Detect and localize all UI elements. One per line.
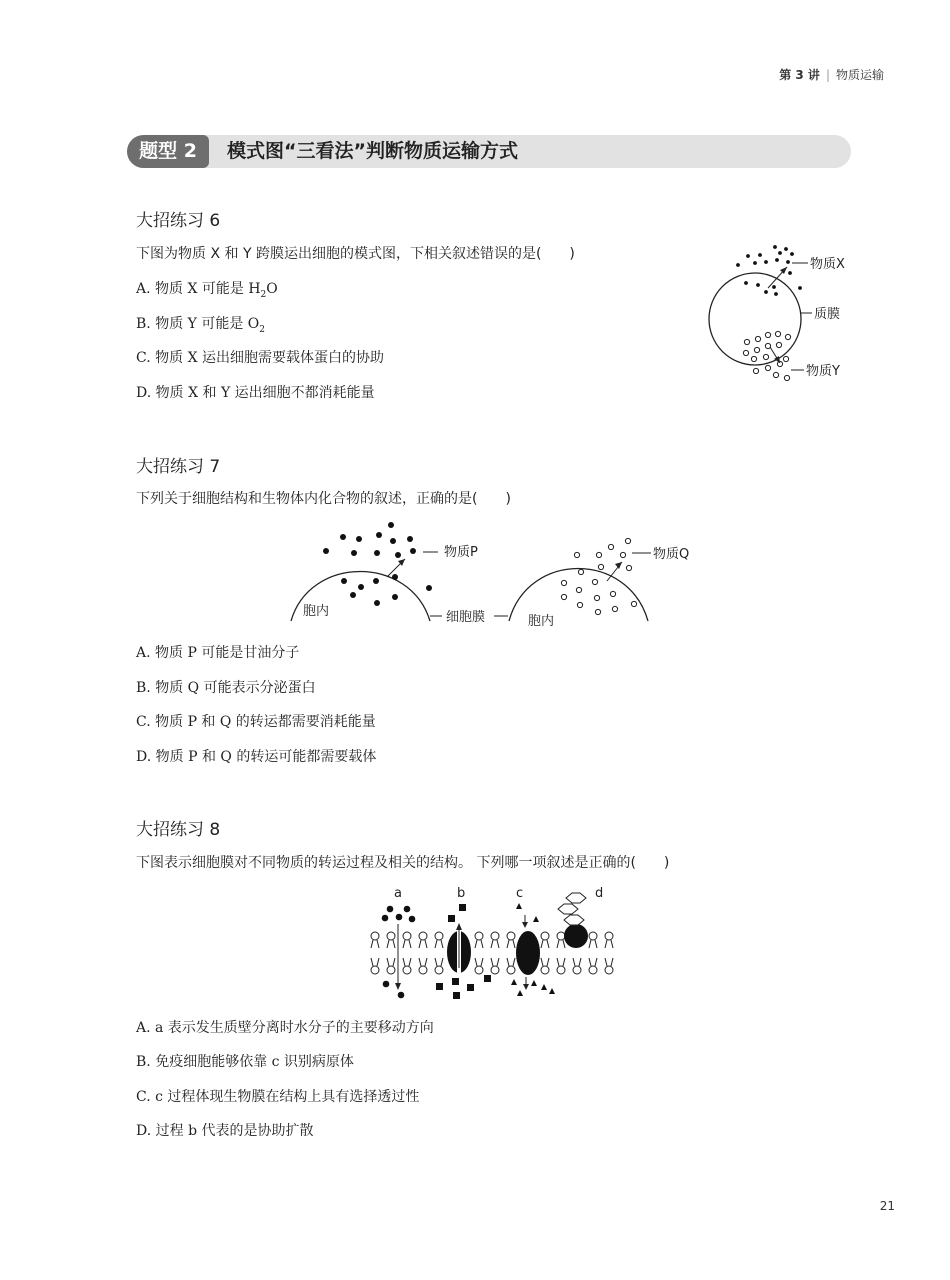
q6-option-a-sub: 2 (260, 289, 267, 300)
section-label: 物质运输 (835, 68, 884, 82)
q7-label-in-right: 胞内 (528, 614, 555, 629)
q7-option-a[interactable]: A. 物质 P 可能是甘油分子 (136, 645, 300, 661)
q7-label-p: 物质P (444, 545, 478, 560)
q6-option-b[interactable] (136, 313, 265, 335)
q6-heading: 大招练习 6 (136, 211, 221, 231)
q7-option-d[interactable]: D. 物质 P 和 Q 的转运可能都需要载体 (136, 749, 377, 765)
q7-heading: 大招练习 7 (136, 457, 221, 477)
q6-option-b-sub: 2 (259, 324, 265, 335)
q8-option-a[interactable]: A. a 表示发生质壁分离时水分子的主要移动方向 (136, 1020, 434, 1036)
running-header (779, 66, 884, 83)
q6-option-a-text: A. 物质 X 可能是 H (136, 281, 261, 297)
q6-stem: 下图为物质 X 和 Y 跨膜运出细胞的模式图，下相关叙述错误的是( ) (136, 246, 575, 262)
q8-c-arrowhead-top (522, 922, 528, 928)
header-separator: | (825, 68, 830, 82)
q8-heading: 大招练习 8 (136, 820, 221, 840)
q7-q-arrowhead (615, 562, 622, 569)
q6-label-membrane: 质膜 (814, 307, 841, 322)
q7-p-dots-inside (341, 574, 398, 606)
q8-label-a: a (394, 886, 402, 901)
q8-option-c[interactable]: C. c 过程体现生物膜在结构上具有选择透过性 (136, 1089, 420, 1105)
q8-label-b: b (457, 886, 466, 901)
section-banner (127, 135, 851, 168)
chapter-label: 第 3 讲 (779, 68, 820, 82)
q8-figure (360, 880, 630, 1005)
q6-option-a-post: O (266, 281, 278, 297)
q7-option-c[interactable]: C. 物质 P 和 Q 的转运都需要消耗能量 (136, 714, 376, 730)
q8-label-c: c (516, 886, 524, 901)
q7-option-b[interactable]: B. 物质 Q 可能表示分泌蛋白 (136, 680, 316, 696)
q8-option-b[interactable]: B. 免疫细胞能够依靠 c 识别病原体 (136, 1054, 354, 1070)
q7-label-membrane: 细胞膜 (446, 610, 486, 625)
q7-label-q: 物质Q (653, 547, 690, 562)
q8-a-arrowhead (395, 983, 401, 990)
q8-c-arrowhead-bottom (523, 984, 529, 990)
q7-q-circles (561, 538, 636, 614)
q6-label-y: 物质Y (806, 364, 840, 379)
page-number: 21 (879, 1199, 895, 1213)
q8-b-arrowhead (456, 923, 462, 930)
q6-figure (700, 235, 870, 395)
q7-figure (280, 515, 700, 635)
banner-tag: 题型 2 (127, 135, 209, 168)
q6-option-b-text: B. 物质 Y 可能是 O (136, 316, 260, 332)
q8-stem: 下图表示细胞膜对不同物质的转运过程及相关的结构。 下列哪一项叙述是正确的( ) (136, 855, 670, 871)
q7-label-in-left: 胞内 (303, 604, 330, 619)
q8-d-sugar-chain (558, 893, 586, 925)
q7-stem: 下列关于细胞结构和生物体内化合物的叙述，正确的是( ) (136, 491, 511, 507)
q6-option-d[interactable]: D. 物质 X 和 Y 运出细胞不都消耗能量 (136, 385, 375, 401)
q6-y-circles (743, 331, 790, 380)
q8-lipid-layer-bottom (371, 958, 613, 974)
q8-label-d: d (595, 886, 604, 901)
q6-option-c[interactable]: C. 物质 X 运出细胞需要载体蛋白的协助 (136, 350, 384, 366)
q6-label-x: 物质X (810, 257, 845, 272)
q8-c-carrier-protein (516, 931, 540, 975)
banner-title: 模式图“三看法”判断物质运输方式 (227, 140, 518, 162)
q6-option-a[interactable] (136, 278, 278, 300)
q8-d-glycoprotein (564, 924, 588, 948)
q8-option-d[interactable]: D. 过程 b 代表的是协助扩散 (136, 1123, 314, 1139)
q6-y-arrowhead (774, 356, 780, 363)
